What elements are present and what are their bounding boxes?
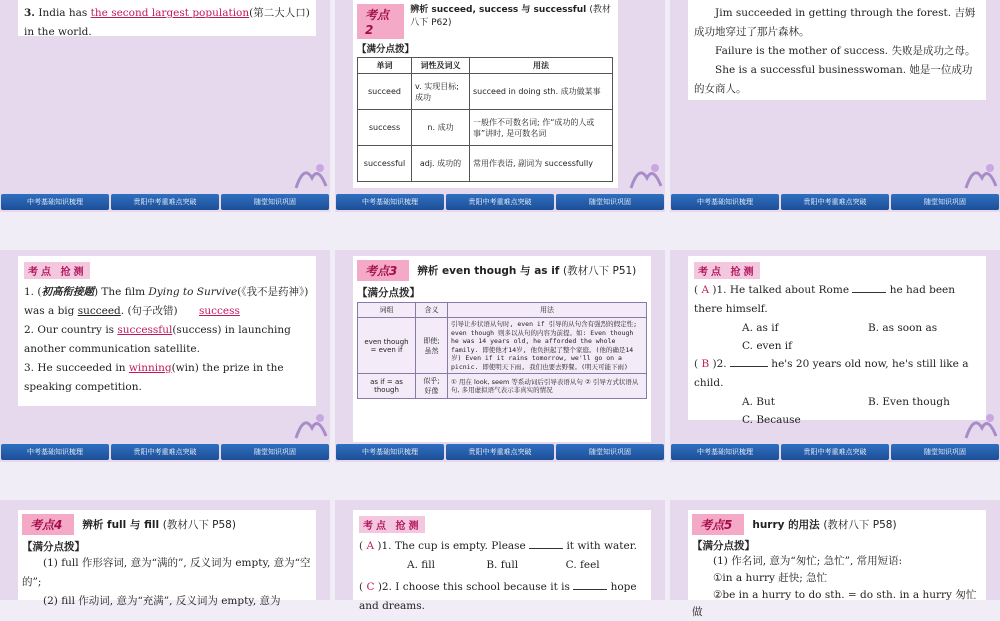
answer-options: A. But B. Even though C. Because: [742, 396, 950, 426]
content-card: [353, 0, 618, 188]
table-row: even though = even if 即使; 虽然 引导让步状语从句时, even if 引导的从句含有强烈的假定性; even though 则多以从句的内容为前提。如: Even though he was 14 years old, he afforded the whole family. 即使他才14岁, 他负担起了整个家庭。(他的确是14岁) Even if it rains tomorrow, we'll go on a picnic. 即使明天下雨, 我们也要去野餐。(明天可能下雨): [358, 318, 647, 374]
table-row: as if = as though 似乎; 好像 ① 用在 look, seem 等系动词后引导表语从句 ② 引导方式状语从句, 多用虚拟语气表示非真实的情况: [358, 374, 647, 399]
table-row: success n. 成功 一般作不可数名词; 作“成功的人或事”讲时, 是可数名词: [358, 110, 613, 146]
nav-practice-button[interactable]: 随堂知识巩固: [221, 444, 329, 460]
question-2: 2. Our country is successful(success) in launching another communication satellite.: [24, 324, 291, 355]
tip-line: (1) full 作形容词, 意为“满的”, 反义词为 empty, 意为“空的”;: [22, 557, 311, 588]
content-card: [18, 0, 316, 36]
nav-practice-button[interactable]: 随堂知识巩固: [556, 194, 664, 210]
nav-basics-button[interactable]: 中考基础知识梳理: [671, 194, 779, 210]
topic-header: [357, 260, 647, 281]
comparison-table: [357, 57, 613, 182]
answer-options: A. fill B. full C. feel: [407, 559, 600, 571]
nav-practice-button[interactable]: 随堂知识巩固: [221, 194, 329, 210]
tip-line: ②be in a hurry to do sth. = do sth. in a hurry 匆忙做: [692, 589, 977, 618]
example-sentence: Jim succeeded in getting through the forest. 吉姆成功地穿过了那片森林。: [694, 7, 976, 38]
comparison-table: [357, 302, 647, 399]
example-sentence: She is a successful businesswoman. 她是一位成功的女商人。: [694, 64, 973, 95]
decoration-icon: [294, 410, 328, 440]
topic-tag: 考点5: [692, 514, 744, 535]
content-card: [353, 256, 651, 442]
nav-practice-button[interactable]: 随堂知识巩固: [891, 194, 999, 210]
question-3: 3. He succeeded in winning(win) the prize in the speaking competition.: [24, 362, 284, 393]
slide-1[interactable]: [0, 0, 330, 212]
tips-header: 【满分点拨】: [692, 540, 755, 552]
slide-3[interactable]: [670, 0, 1000, 212]
topic-tag: 考点4: [22, 514, 74, 535]
decoration-icon: [964, 410, 998, 440]
slide-5[interactable]: [335, 250, 665, 462]
content-card: [353, 510, 651, 612]
nav-practice-button[interactable]: 随堂知识巩固: [556, 444, 664, 460]
topic-header: [22, 514, 312, 535]
topic-title: 辨析 even though 与 as if (教材八下 P51): [417, 265, 637, 277]
content-card: [688, 0, 986, 100]
nav-key-points-button[interactable]: 贵阳中考重难点突破: [446, 444, 554, 460]
quiz-tag: 考点 抢测: [694, 260, 980, 279]
topic-header: [357, 4, 614, 39]
nav-basics-button[interactable]: 中考基础知识梳理: [336, 444, 444, 460]
content-card: [18, 256, 316, 406]
nav-basics-button[interactable]: 中考基础知识梳理: [671, 444, 779, 460]
tips-header: 【满分点拨】: [357, 287, 420, 299]
content-card: [688, 510, 986, 618]
tips-header: 【满分点拨】: [357, 44, 415, 55]
answer-options: A. as if B. as soon as C. even if: [742, 322, 938, 352]
question-1: ( A )1. He talked about Rome he had been there himself.: [694, 284, 956, 315]
table-header-row: 词组 含义 用法: [358, 303, 647, 318]
nav-bar: [0, 444, 330, 460]
topic-title: 辨析 full 与 fill (教材八下 P58): [82, 519, 236, 531]
topic-title: hurry 的用法 (教材八下 P58): [752, 519, 897, 531]
nav-key-points-button[interactable]: 贵阳中考重难点突破: [111, 194, 219, 210]
table-row: succeed v. 实现目标; 成功 succeed in doing sth. 成功做某事: [358, 74, 613, 110]
question-1: ( A )1. The cup is empty. Please it with water.: [359, 540, 637, 552]
topic-header: [692, 514, 982, 535]
decoration-icon: [964, 160, 998, 190]
nav-basics-button[interactable]: 中考基础知识梳理: [336, 194, 444, 210]
slide-2[interactable]: [335, 0, 665, 212]
topic-title: 辨析 succeed, success 与 successful (教材八下 P62): [410, 5, 611, 28]
nav-key-points-button[interactable]: 贵阳中考重难点突破: [781, 194, 889, 210]
decoration-icon: [629, 160, 663, 190]
table-row: successful adj. 成功的 常用作表语, 副词为 successfully: [358, 146, 613, 182]
nav-bar: [335, 444, 665, 460]
nav-basics-button[interactable]: 中考基础知识梳理: [1, 194, 109, 210]
topic-tag: 考点3: [357, 260, 409, 281]
slide-8[interactable]: [335, 500, 665, 612]
nav-bar: [0, 194, 330, 210]
content-card: [18, 510, 316, 607]
nav-key-points-button[interactable]: 贵阳中考重难点突破: [446, 194, 554, 210]
nav-basics-button[interactable]: 中考基础知识梳理: [1, 444, 109, 460]
slide-4[interactable]: [0, 250, 330, 462]
quiz-tag: 考点 抢测: [24, 260, 310, 279]
decoration-icon: [294, 160, 328, 190]
nav-bar: [335, 194, 665, 210]
question-3: 3. India has the second largest population(第二大人口) in the world.: [24, 7, 310, 38]
nav-bar: [670, 444, 1000, 460]
question-2: ( B )2. he's 20 years old now, he's still like a child.: [694, 358, 969, 389]
table-header-row: 单词 词性及词义 用法: [358, 58, 613, 74]
nav-practice-button[interactable]: 随堂知识巩固: [891, 444, 999, 460]
slide-9[interactable]: [670, 500, 1000, 618]
question-1: 1. (初高衔接题) The film Dying to Survive(《我不是药神》) was a big succeed. (句子改错) success: [24, 286, 309, 317]
tip-line: ①in a hurry 赶快; 急忙: [713, 572, 828, 584]
nav-bar: [670, 194, 1000, 210]
slide-6[interactable]: [670, 250, 1000, 462]
content-card: [688, 256, 986, 426]
example-sentence: Failure is the mother of success. 失败是成功之母。: [715, 45, 976, 57]
topic-tag: 考点2: [357, 4, 404, 39]
nav-key-points-button[interactable]: 贵阳中考重难点突破: [781, 444, 889, 460]
slide-7[interactable]: [0, 500, 330, 607]
nav-key-points-button[interactable]: 贵阳中考重难点突破: [111, 444, 219, 460]
question-2: ( C )2. I choose this school because it is hope and dreams.: [359, 581, 637, 612]
tip-line: (2) fill 作动词, 意为“充满”, 反义词为 empty, 意为: [43, 595, 281, 607]
tips-header: 【满分点拨】: [22, 541, 85, 553]
quiz-tag: 考点 抢测: [359, 514, 645, 533]
tip-line: (1) 作名词, 意为“匆忙; 急忙”, 常用短语:: [713, 555, 903, 567]
